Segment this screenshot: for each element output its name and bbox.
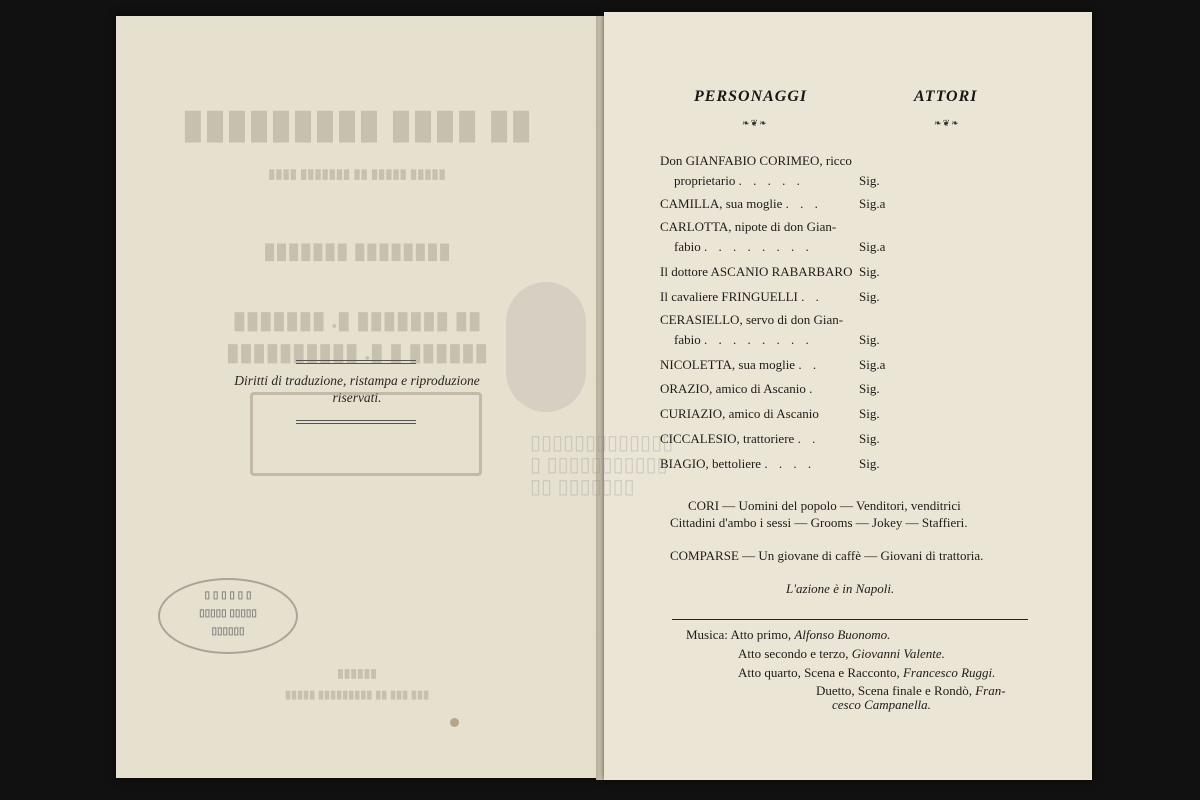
bleed-through-text: ▮▮ ▮▮▮▮ ▮▮▮▮▮▮▮▮▮ [181,101,533,146]
sig-label: Sig.a [859,239,886,254]
double-rule-top [296,360,416,364]
library-stamp-faded [250,392,482,476]
sig-label: Sig. [859,289,880,304]
musica-line: Atto secondo e terzo, Giovanni Valente. [738,646,945,661]
header-attori: ATTORI [914,88,978,105]
cast-line: Il cavaliere FRINGUELLI . . [660,289,823,304]
musica-line: Atto quarto, Scena e Racconto, Francesco Ruggi. [738,665,996,680]
cast-line: Il dottore ASCANIO RABARBARO [660,264,853,279]
sig-label: Sig. [859,264,880,279]
setting-line: L'azione è in Napoli. [786,581,895,596]
cori-line: CORI — Uomini del popolo — Venditori, venditrici [688,498,961,513]
cast-line: ORAZIO, amico di Ascanio . [660,381,817,396]
bleed-through-text: ▮▮▮▮▮▮ [337,666,377,680]
cast-line: Don GIANFABIO CORIMEO, ricco [660,153,852,168]
cast-line: fabio . . . . . . . . [674,332,813,347]
sig-label: Sig. [859,381,880,396]
cast-line: CAMILLA, sua moglie . . . [660,196,822,211]
sig-label: Sig. [859,173,880,188]
watermark-text: ▯▯▯▯▯▯▯▯▯▯▯▯▯ ▯ ▯▯▯▯▯▯▯▯▯▯▯ ▯▯ ▯▯▯▯▯▯▯ [530,432,674,498]
cast-line: NICOLETTA, sua moglie . . [660,357,821,372]
sig-label: Sig.a [859,196,886,211]
rights-notice-line2: riservati. [332,390,382,405]
bleed-through-text: ▮▮▮▮▮▮▮▮ ▮▮▮▮▮▮▮ [263,238,451,263]
cast-line: fabio . . . . . . . . [674,239,813,254]
sig-label: Sig. [859,406,880,421]
divider-line [672,619,1028,620]
ornament-icon: ❧❦❧ [742,118,768,128]
header-personaggi: PERSONAGGI [694,88,808,105]
cori-line: Cittadini d'ambo i sessi — Grooms — Jokey — Staffieri. [670,515,968,530]
musica-line: Duetto, Scena finale e Rondò, Fran- [816,683,1006,698]
ornament-icon: ❧❦❧ [934,118,960,128]
bleed-through-text: ▮▮▮▮▮ ▮▮▮▮▮ ▮▮ ▮▮▮▮▮▮▮ ▮▮▮▮ [268,166,446,181]
comparse-line: COMPARSE — Un giovane di caffè — Giovani di trattoria. [670,548,984,563]
cast-line: CICCALESIO, trattoriere . . [660,431,820,446]
sig-label: Sig. [859,332,880,347]
cast-line: CURIAZIO, amico di Ascanio [660,406,819,421]
cast-line: BIAGIO, bettoliere . . . . [660,456,816,471]
paper-stain [450,718,459,727]
musica-line: Musica: Atto primo, Alfonso Buonomo. [686,627,891,642]
sig-label: Sig. [859,431,880,446]
bleed-through-text: ▮▮▮▮▮▮ ▮ ▮. ▮▮▮▮▮▮▮▮▮▮ [226,340,488,366]
rights-notice-line1: Diritti di traduzione, ristampa e riproduzione [234,373,480,388]
bleed-through-text: ▮▮▮ ▮▮▮ ▮▮ ▮▮▮▮▮▮▮▮▮ ▮▮▮▮▮ [284,689,430,701]
musica-line: cesco Campanella. [832,697,931,712]
cast-line: proprietario . . . . . [674,173,804,188]
library-stamp-oval: ▯ ▯ ▯ ▯ ▯ ▯ ▯▯▯▯▯ ▯▯▯▯▯ ▯▯▯▯▯▯ [158,578,298,654]
bleed-through-text: ▮▮ ▮▮▮▮▮▮▮ ▮. ▮▮▮▮▮▮▮ [232,308,482,334]
watermark-logo [506,282,586,412]
sig-label: Sig.a [859,357,886,372]
sig-label: Sig. [859,456,880,471]
cast-line: CERASIELLO, servo di don Gian- [660,312,844,327]
cast-line: CARLOTTA, nipote di don Gian- [660,219,837,234]
